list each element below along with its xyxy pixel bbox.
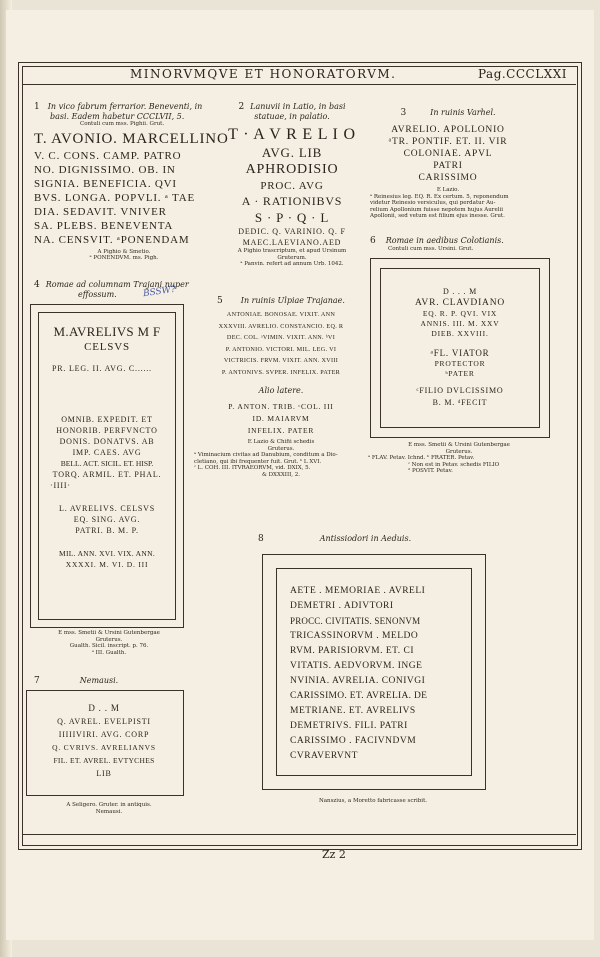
folio-signature: Zz 2 [322,848,346,861]
inscription-line: ᵃFL. VIATOR [430,348,490,358]
inscription-number: 4 [34,280,40,290]
running-title: MINORVMQVE ET HONORATORVM. [130,67,397,81]
inscription-caption: Lanuvii in Latio, in basi [250,102,346,111]
inscription-8-caption [258,534,518,544]
inscription-8-sources [262,798,484,805]
inscription-number: 1 [34,102,40,112]
inscription-caption: basi. Eadem habetur CCCLVII, 5. [50,112,185,121]
inscription-2 [222,102,362,268]
bottom-rule [22,834,576,835]
inscription-line: ID. MAIARVM [252,414,310,423]
inscription-line: FIL. ET. AVREL. EVTYCHES [53,756,155,765]
inscription-caption: In ruinis Ulpiae Trajanae. [240,296,345,305]
inscription-line: BVS. LONGA. POPVLI. ᵃ TAE [34,191,195,204]
inscription-line: AVG. LIB [261,145,323,160]
inscription-line: DEDIC. Q. VARINIO. Q. F [238,227,346,236]
inscription-line: PROCC. CIVITATIS. SENONVM [290,616,421,626]
inscription-line: CARISSIMO [418,173,478,183]
inscription-line: CARISSIMO. ET. AVRELIA. DE [290,691,428,701]
inscription-line: INFELIX. PATER [247,426,315,435]
inscription-6-caption [370,236,550,253]
source-note: Apollonii, sed vetum est filium ejus inesse. Grut. [370,213,505,219]
inscription-number: 3 [400,108,407,118]
inscription-line: NA. CENSVIT. ᵃPONENDAM [34,233,190,246]
inscription-line: NVINIA. AVRELIA. CONIVGI [290,676,426,686]
inscription-line: VICTRICIS. FRVM. VIXIT. ANN. XVIII [223,357,339,364]
inscription-line: TORQ. ARMIL. ET. PHAL. [52,470,162,479]
inscription-line: EQ. SING. AVG. [73,515,141,524]
inscription-3 [370,108,526,220]
inscription-8-text [290,584,466,764]
inscription-line: RVM. PARISIORVM. ET. CI [290,646,414,656]
inscription-4-text [42,324,172,570]
inscription-caption: In vico fabrum ferrarior. Beneventi, in [47,102,203,111]
inscription-line: NO. DIGNISSIMO. OB. IN [34,163,176,176]
inscription-line: DIEB. XXVIII. [431,329,489,338]
inscription-line: S · P · Q · L [254,210,330,225]
source-note: ᵃ Reinesius leg. EQ. R. Ex certum. 5, reponendum [370,193,509,200]
inscription-line: METRIANE. ET. AVRELIVS [290,706,416,716]
inscription-caption: statuae, in palatio. [254,112,330,121]
inscription-caption: Alio latere. [258,386,304,395]
inscription-line: MIL. ANN. XVI. VIX. ANN. [58,549,156,558]
inscription-7-text [28,702,180,780]
inscription-caption: Antissiodori in Aeduis. [319,534,412,543]
inscription-line: T. AVONIO. MARCELLINO [34,130,229,147]
inscription-line: ᵇPATER [445,369,475,378]
source-note: Gruterum. [277,254,307,261]
source-note: A Pighio & Smetio. [97,248,151,255]
inscription-line: M.AVRELIVS M F [53,324,161,339]
inscription-number: 2 [238,102,245,112]
inscription-line: Q. CVRIVS. AVRELIANVS [52,743,156,752]
source-note: cletiano, qui ibi frequenter fuit. Grut. ᵇ L XVI. [194,458,322,465]
inscription-line: SA. PLEBS. BENEVENTA [34,219,174,232]
source-note: ᵃ Panvin. refert ad annum Urb. 1042. [240,261,344,267]
inscription-line: CELSVS [84,341,130,353]
inscription-line: ANTONIAE. BONOSAE. VIXIT. ANN [226,311,336,318]
inscription-1 [34,102,229,262]
inscription-line: PATRI. B. M. P. [75,526,139,535]
source-note: ᵃ Viminacium civitas ad Danubium, conditum a Dio- [194,452,338,458]
source-note: E Lazio. [436,187,460,193]
inscription-line: P. ANTONIO. VICTORI. MIL. LEG. VI [225,345,337,353]
inscription-line: SIGNIA. BENEFICIA. QVI [34,177,177,190]
source-note: Nemausi. [95,808,123,815]
inscription-line: BELL. ACT. SICIL. ET. HISP. [60,459,154,468]
inscription-line: A · RATIONIBVS [241,194,343,208]
source-note: Contuli cum mss. Pighii. Grut. [80,121,165,127]
inscription-line: L. AVRELIVS. CELSVS [59,504,155,513]
inscription-line: LIB [96,769,112,778]
source-note: ᵃ III. Gualth. [91,649,127,656]
inscription-line: IIIIIVIRI. AVG. CORP [58,730,150,739]
inscription-4-sources [34,630,184,656]
source-note: Gualth. Sicil. inscript. p. 76. [69,643,149,649]
inscription-line: PROTECTOR [434,359,486,368]
inscription-line: ANNIS. III. M. XXV [420,319,500,328]
inscription-caption: Romae ad columnam Trajani nuper [45,280,189,289]
inscription-line: ·IIII· [50,481,71,490]
inscription-5 [194,296,368,478]
inscription-line: COLONIAE. APVL [403,149,493,159]
source-note: ᶜ Non est in Petav. schedis FILIO [408,461,500,468]
inscription-7-caption [34,676,184,686]
inscription-line: PROC. AVG [260,180,324,192]
page-number: Pag.CCCLXXI [478,67,568,81]
inscription-number: 7 [34,676,40,686]
inscription-caption: effossum. [78,290,117,299]
source-note: A Seligero. Gruter. in antiquis. [66,802,152,808]
inscription-line: PR. LEG. II. AVG. C...... [52,364,152,373]
inscription-line: XXXVIII. AVRELIO. CONSTANCIO. EQ. R [218,322,344,330]
inscription-7-sources [34,802,184,815]
inscription-line: DEMETRIVS. FILI. PATRI [290,721,408,731]
inscription-line: DIA. SEDAVIT. VNIVER [34,205,167,218]
source-note: E mss. Smetii & Ursini Gutenbergae [58,630,160,636]
source-note: A Pighio trascriptum, et apud Ursinum [237,248,347,254]
source-note: ᵃ PONENDVM. ms. Pigh. [89,255,159,261]
inscription-6-text [386,286,534,408]
inscription-line: VITATIS. AEDVORVM. INGE [290,661,423,671]
source-note: relium Apollonium fuisse nepotem hujus Aurelii [370,206,503,213]
inscription-caption: Romae in aedibus Colotianis. [385,236,504,245]
inscription-line: P. ANTONIVS. SVPER. INFELIX. PATER [221,368,341,376]
inscription-line: MAEC.LAEVIANO.AED [242,238,342,247]
source-note: Nanszius, a Moretto fabricasse scribit. [318,798,428,804]
inscription-line: T · A V R E L I O [228,126,356,143]
inscription-line: HONORIB. PERFVNCTO [56,426,158,435]
inscription-line: DEMETRI . ADIVTORI [290,601,394,611]
source-note: E Lazio & Chifii schedis [247,439,315,445]
inscription-line: CVRAVERVNT [290,751,358,761]
library-stamp: BSSW? [142,284,177,300]
inscription-6-sources [368,442,550,475]
inscription-line: XXXXI. M. VI. D. III [65,560,149,569]
inscription-line: P. ANTON. TRIB. ᶜCOL. III [228,402,334,411]
inscription-line: AVR. CLAVDIANO [414,298,506,308]
inscription-line: V. C. CONS. CAMP. PATRO [34,149,182,162]
source-note: ᵃ FLAV. Petav. Ichnd. ᵇ FRATER. Petav. [368,455,475,461]
source-note: Gruterus. [95,636,123,643]
source-note: Contuli cum mss. Ursini. Grut. [388,246,474,252]
source-note: & DXXXIII, 2. [261,471,301,478]
inscription-line: APHRODISIO [245,162,339,177]
inscription-line: DONIS. DONATVS. AB [59,437,155,446]
source-note: ᵈ POSVIT. Petav. [408,468,453,474]
header-rule [22,84,576,85]
inscription-caption: Nemausi. [79,676,119,685]
inscription-line: IMP. CAES. AVG [72,448,142,457]
inscription-line: OMNIB. EXPEDIT. ET [61,415,153,424]
inscription-line: EQ. R. P. QVI. VIX [422,309,498,318]
inscription-line: PATRI [433,161,463,171]
source-note: ᶜ L. COH. III. ITVRAEORVM, vid. DXIX, 5. [194,465,311,471]
inscription-number: 6 [370,236,376,246]
inscription-line: B. M. ᵈFECIT [432,398,488,407]
inscription-number: 8 [258,534,264,544]
inscription-caption: In ruinis Varhel. [430,108,496,117]
inscription-line: D . . . M [442,287,478,296]
source-note: videtur Reinesio versiculus, qui perdatur Au- [370,200,496,206]
inscription-line: TRICASSINORVM . MELDO [290,631,419,641]
source-note: Gruterus. [267,445,295,452]
inscription-line: D . . M [88,703,120,713]
inscription-line: AVRELIO. APOLLONIO [391,125,505,135]
inscription-line: AETE . MEMORIAE . AVRELI [290,586,426,596]
inscription-line: CARISSIMO . FACIVNDVM [290,736,417,746]
inscription-line: ᵃTR. PONTIF. ET. II. VIR [388,137,508,147]
inscription-line: DEC. COL. ᵃVIMIN. VIXIT. ANN. ᵇVI [226,334,336,341]
inscription-line: ᶜFILIO DVLCISSIMO [416,386,504,395]
source-note: Gruterus. [445,448,473,455]
source-note: E mss. Smetii & Ursini Gutenbergae [408,442,510,448]
inscription-line: Q. AVREL. EVELPISTI [57,717,151,726]
inscription-number: 5 [217,296,223,306]
